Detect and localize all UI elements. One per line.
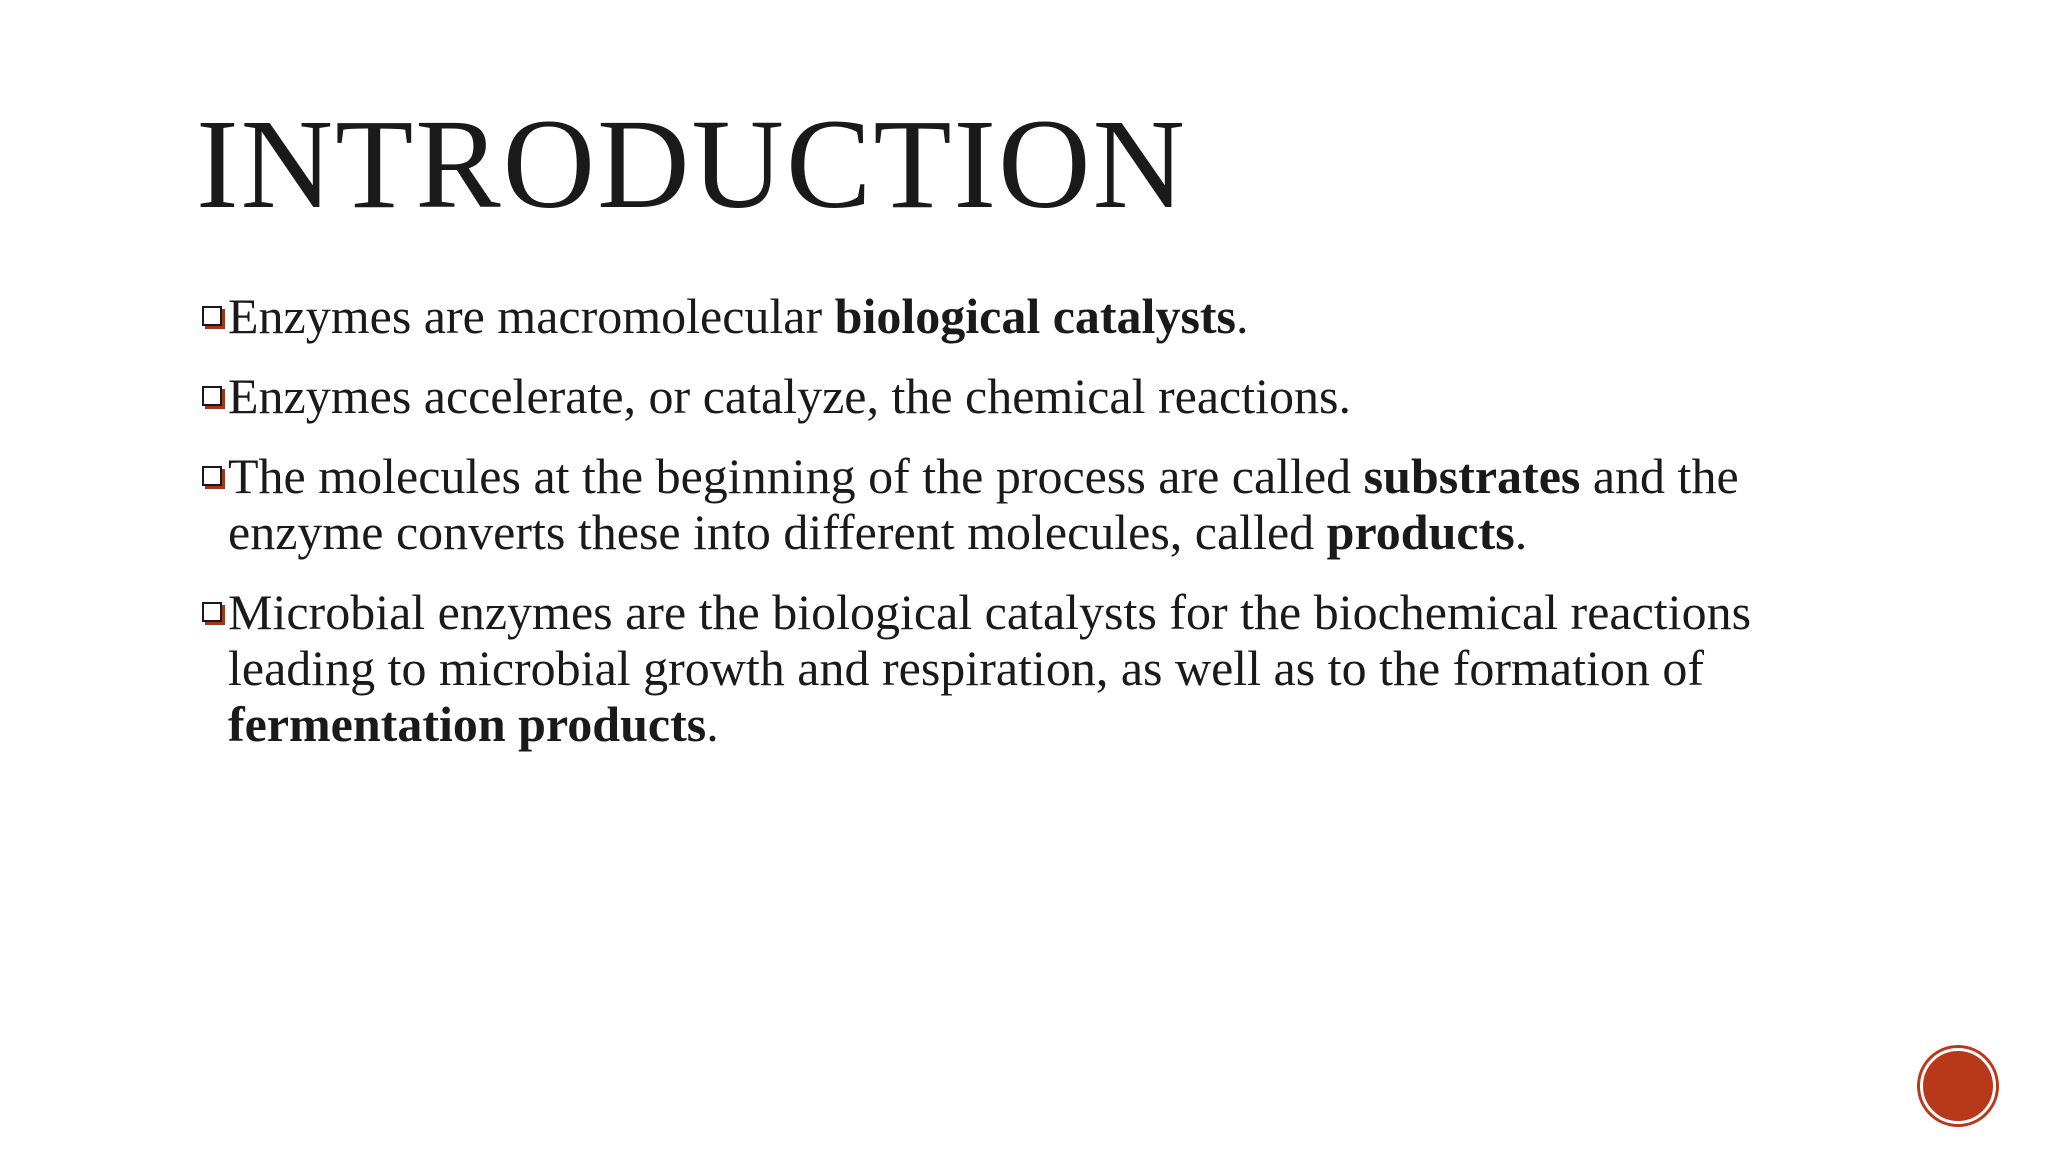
bullet-text: Enzymes are macromolecular biological catalysts. (228, 288, 1249, 344)
bullet-text: Microbial enzymes are the biological catalysts for the biochemical reactions leading to microbial growth and respiration, as well as to the formation of fermentation products. (228, 584, 1752, 752)
bullet-list (198, 288, 1898, 776)
bullet-item (198, 584, 1898, 752)
bullet-item (198, 288, 1898, 344)
bullet-item (198, 448, 1898, 560)
slide-title: INTRODUCTION (196, 93, 1187, 235)
hollow-square-bullet-icon (202, 466, 222, 486)
bullet-item (198, 368, 1898, 424)
circle-nav-icon[interactable] (1920, 1048, 1996, 1124)
bullet-text: The molecules at the beginning of the process are called substrates and the enzyme converts these into different molecules, called products. (228, 448, 1739, 560)
hollow-square-bullet-icon (202, 602, 222, 622)
bullet-text: Enzymes accelerate, or catalyze, the chemical reactions. (228, 368, 1351, 424)
hollow-square-bullet-icon (202, 306, 222, 326)
hollow-square-bullet-icon (202, 386, 222, 406)
